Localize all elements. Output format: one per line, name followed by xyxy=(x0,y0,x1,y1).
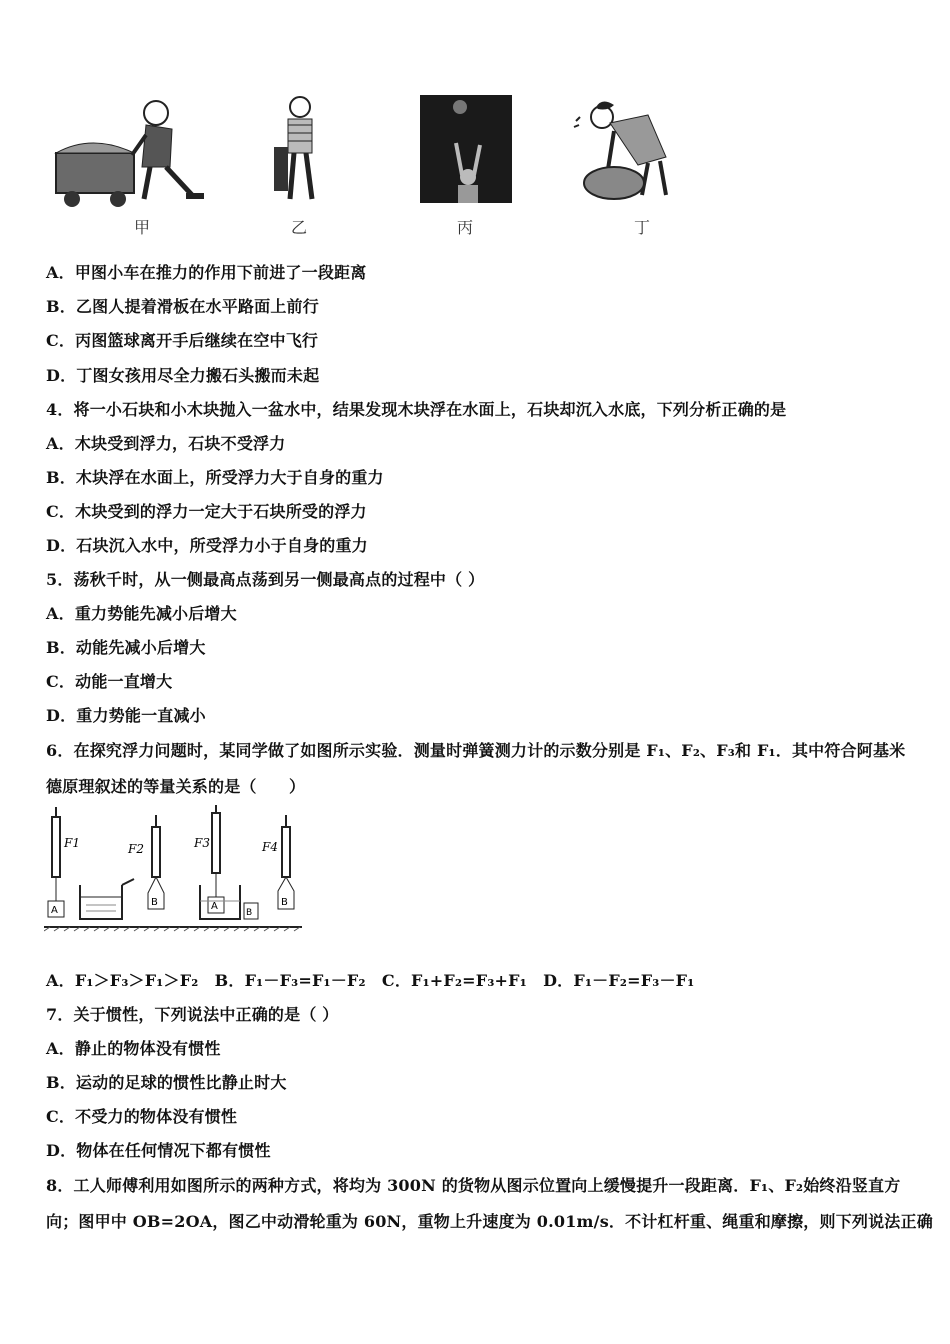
q5-option-d: D．重力势能一直减小 xyxy=(46,706,206,725)
q4-stem: 4．将一小石块和小木块抛入一盆水中，结果发现木块浮在水面上，石块却沉入水底，下列分析正确的是 xyxy=(46,400,787,419)
q6-label-b2: B xyxy=(246,908,253,918)
caption-jia: 甲 xyxy=(134,218,151,237)
q3-option-c: C．丙图篮球离开手后继续在空中飞行 xyxy=(46,331,319,350)
q5-option-c: C．动能一直增大 xyxy=(46,672,173,691)
q6-label-a2: A xyxy=(211,901,218,912)
q4-option-d: D．石块沉入水中，所受浮力小于自身的重力 xyxy=(46,536,368,555)
q6-label-b3: B xyxy=(281,897,288,908)
q7-option-a: A．静止的物体没有惯性 xyxy=(46,1039,221,1058)
caption-ding: 丁 xyxy=(634,218,651,237)
q8-line2: 向；图甲中 OB=2OA，图乙中动滑轮重为 60N，重物上升速度为 0.01m/s．不计杠杆重、绳重和摩擦，则下列说法正确 xyxy=(46,1212,933,1231)
q4-option-a: A．木块受到浮力，石块不受浮力 xyxy=(46,434,286,453)
q5-stem: 5．荡秋千时，从一侧最高点荡到另一侧最高点的过程中（ ） xyxy=(46,570,485,589)
q6-label-b1: B xyxy=(151,897,158,908)
caption-yi: 乙 xyxy=(291,218,308,237)
q6-options: A．F₁＞F₃＞F₁＞F₂ B．F₁－F₃=F₁－F₂ C．F₁+F₂=F₃+F₁ D．F₁－F₂=F₃－F₁ xyxy=(46,971,695,990)
q6-figure xyxy=(44,805,304,935)
q7-stem: 7．关于惯性，下列说法中正确的是（ ） xyxy=(46,1005,339,1024)
q3-option-b: B．乙图人提着滑板在水平路面上前行 xyxy=(46,297,319,316)
picture-ding xyxy=(568,95,680,205)
q6-label-a1: A xyxy=(51,905,58,916)
q6-label-f2: F2 xyxy=(128,842,144,856)
q3-option-d: D．丁图女孩用尽全力搬石头搬而未起 xyxy=(46,366,320,385)
picture-bing xyxy=(420,95,512,203)
q4-option-b: B．木块浮在水面上，所受浮力大于自身的重力 xyxy=(46,468,384,487)
q6-label-f4: F4 xyxy=(262,840,278,854)
q7-option-b: B．运动的足球的惯性比静止时大 xyxy=(46,1073,287,1092)
q7-option-c: C．不受力的物体没有惯性 xyxy=(46,1107,238,1126)
q6-label-f1: F1 xyxy=(64,836,80,850)
q3-pictures xyxy=(40,95,740,240)
q5-option-a: A．重力势能先减小后增大 xyxy=(46,604,237,623)
q4-option-c: C．木块受到的浮力一定大于石块所受的浮力 xyxy=(46,502,367,521)
caption-bing: 丙 xyxy=(457,218,474,237)
q6-stem-line2: 德原理叙述的等量关系的是（ ） xyxy=(46,777,306,796)
picture-yi xyxy=(268,95,328,210)
q5-option-b: B．动能先减小后增大 xyxy=(46,638,206,657)
q6-stem-line1: 6．在探究浮力问题时，某同学做了如图所示实验．测量时弹簧测力计的示数分别是 F₁、F₂、F₃和 F₁．其中符合阿基米 xyxy=(46,741,906,760)
picture-jia xyxy=(52,95,212,210)
q7-option-d: D．物体在任何情况下都有惯性 xyxy=(46,1141,271,1160)
q6-label-f3: F3 xyxy=(194,836,210,850)
q3-option-a: A．甲图小车在推力的作用下前进了一段距离 xyxy=(46,263,367,282)
q8-line1: 8．工人师傅利用如图所示的两种方式，将均为 300N 的货物从图示位置向上缓慢提升一段距离．F₁、F₂始终沿竖直方 xyxy=(46,1176,901,1195)
